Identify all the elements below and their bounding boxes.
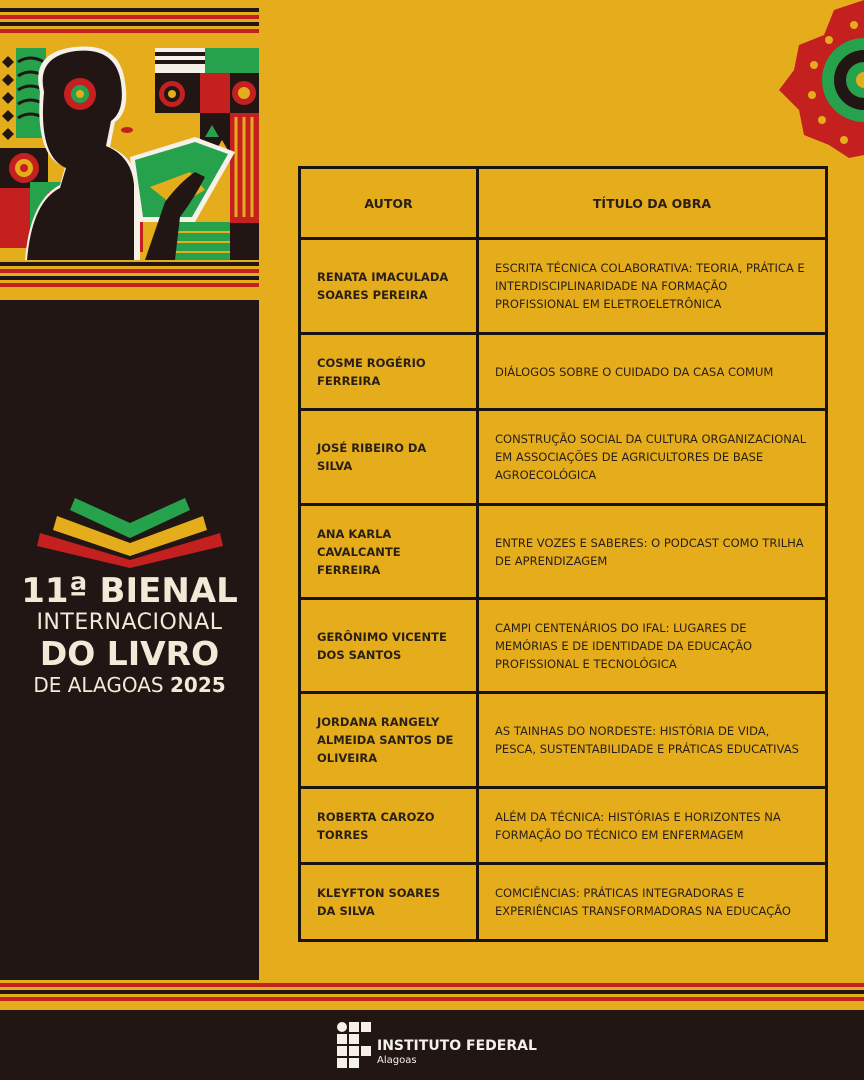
instituto-federal-logo xyxy=(337,1022,537,1068)
author-cell: ROBERTA CAROZO TORRES xyxy=(300,788,478,864)
event-location: DE ALAGOAS xyxy=(33,673,164,697)
bottom-stripes xyxy=(0,262,259,290)
author-cell: RENATA IMACULADA SOARES PEREIRA xyxy=(300,239,478,334)
event-line3: DO LIVRO xyxy=(39,634,220,673)
table-row xyxy=(300,864,827,941)
left-panel xyxy=(0,0,259,980)
institution-name: INSTITUTO FEDERAL xyxy=(377,1038,537,1054)
top-stripes xyxy=(0,8,259,36)
author-cell: JOSÉ RIBEIRO DA SILVA xyxy=(300,410,478,505)
author-cell: KLEYFTON SOARES DA SILVA xyxy=(300,864,478,941)
author-cell: COSME ROGÉRIO FERREIRA xyxy=(300,334,478,410)
open-book-chevron-icon xyxy=(35,488,225,568)
author-cell: JORDANA RANGELY ALMEIDA SANTOS DE OLIVEIRA xyxy=(300,693,478,788)
african-pattern-art xyxy=(0,42,259,260)
title-cell: AS TAINHAS DO NORDESTE: HISTÓRIA DE VIDA, PESCA, SUSTENTABILIDADE E PRÁTICAS EDUCATIVAS xyxy=(478,693,827,788)
title-cell: CONSTRUÇÃO SOCIAL DA CULTURA ORGANIZACIONAL EM ASSOCIAÇÕES DE AGRICULTORES DE BASE AGROECOLÓGICA xyxy=(478,410,827,505)
instituto-federal-text xyxy=(377,1038,537,1068)
table-row xyxy=(300,599,827,693)
woman-reading-book-illustration xyxy=(0,0,259,300)
event-line2: INTERNACIONAL xyxy=(36,610,223,635)
authors-table xyxy=(298,166,828,942)
table-header-row xyxy=(300,168,827,239)
title-cell: ENTRE VOZES E SABERES: O PODCAST COMO TRILHA DE APRENDIZAGEM xyxy=(478,505,827,599)
title-cell: CAMPI CENTENÁRIOS DO IFAL: LUGARES DE MEMÓRIAS E DE IDENTIDADE DA EDUCAÇÃO PROFISSIONAL E TECNOLÓGICA xyxy=(478,599,827,693)
title-cell: ESCRITA TÉCNICA COLABORATIVA: TEORIA, PRÁTICA E INTERDISCIPLINARIDADE NA FORMAÇÃO PROFISSIONAL EM ELETROELETRÔNICA xyxy=(478,239,827,334)
author-cell: GERÔNIMO VICENTE DOS SANTOS xyxy=(300,599,478,693)
header-author: AUTOR xyxy=(300,168,478,239)
table-row xyxy=(300,788,827,864)
table-row xyxy=(300,693,827,788)
title-cell: COMCIÊNCIAS: PRÁTICAS INTEGRADORAS E EXPERIÊNCIAS TRANSFORMADORAS NA EDUCAÇÃO xyxy=(478,864,827,941)
title-cell: ALÉM DA TÉCNICA: HISTÓRIAS E HORIZONTES NA FORMAÇÃO DO TÉCNICO EM ENFERMAGEM xyxy=(478,788,827,864)
event-line4 xyxy=(0,672,259,698)
table-row xyxy=(300,505,827,599)
table-row xyxy=(300,334,827,410)
event-logo xyxy=(0,488,259,698)
event-ordinal: 11ª BIENAL xyxy=(21,571,238,611)
event-year: 2025 xyxy=(169,673,226,697)
table-row xyxy=(300,410,827,505)
author-cell: ANA KARLA CAVALCANTE FERREIRA xyxy=(300,505,478,599)
header-title: TÍTULO DA OBRA xyxy=(478,168,827,239)
title-cell: DIÁLOGOS SOBRE O CUIDADO DA CASA COMUM xyxy=(478,334,827,410)
institution-campus: Alagoas xyxy=(377,1055,417,1066)
flower-ornament-icon xyxy=(774,0,864,160)
footer-stripes xyxy=(0,980,864,1010)
table-row xyxy=(300,239,827,334)
instituto-federal-logo-icon xyxy=(337,1022,371,1068)
